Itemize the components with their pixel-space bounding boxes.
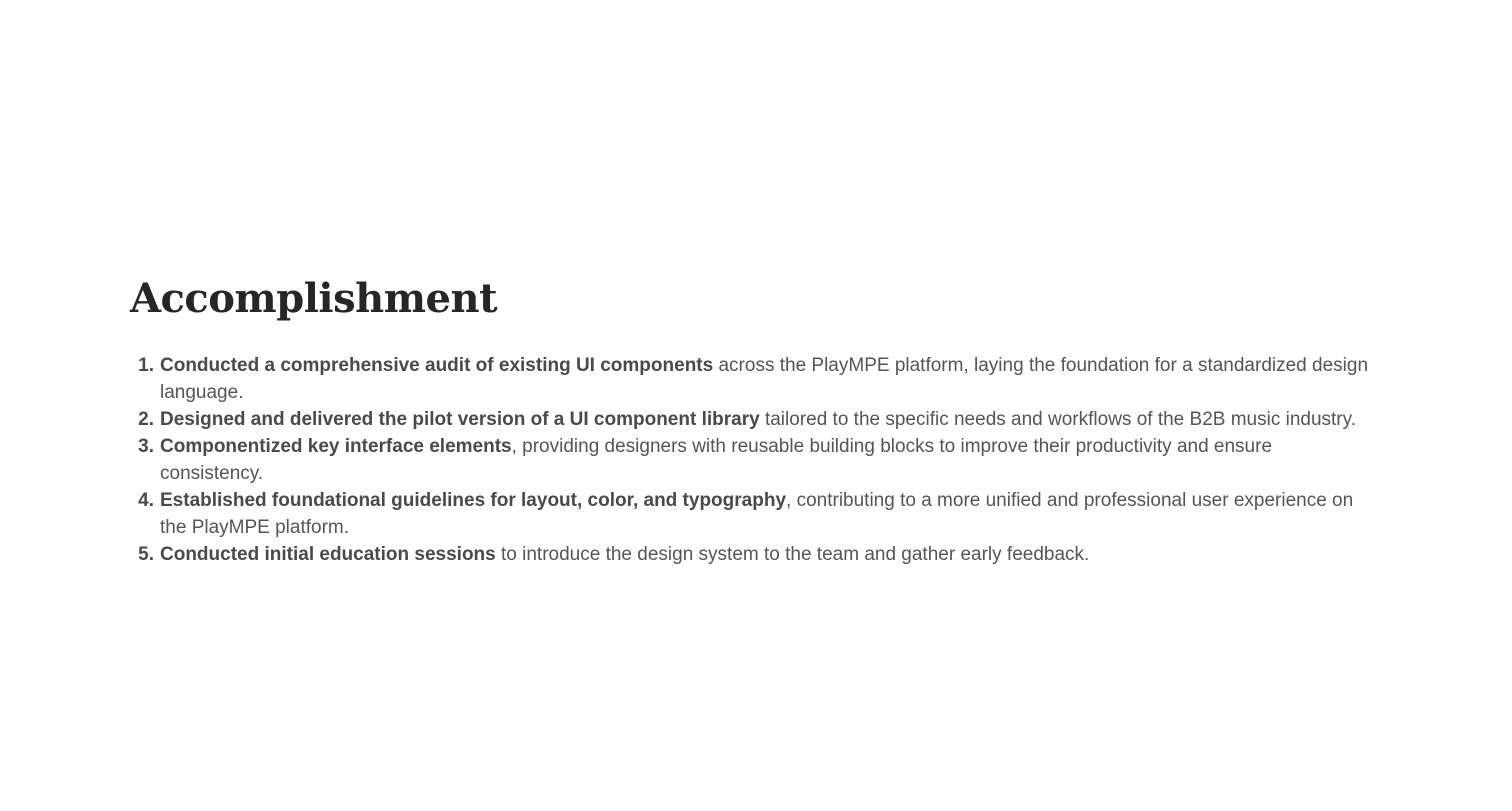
list-item-lead: Established foundational guidelines for layout, color, and typography (160, 490, 787, 511)
list-item-number: 1. (138, 355, 154, 376)
list-item-number: 5. (138, 544, 154, 565)
list-item (130, 487, 1380, 541)
list-item-lead: Designed and delivered the pilot version of a UI component library (160, 409, 760, 430)
section-title: Accomplishment (130, 275, 498, 322)
list-item-lead: Componentized key interface elements (160, 436, 512, 457)
list-item (130, 541, 1380, 568)
list-item-text: , providing designers with reusable building blocks to improve their productivity and ensure consistency. (160, 436, 1273, 484)
list-item-number: 4. (138, 490, 154, 511)
list-item-text: across the PlayMPE platform, laying the foundation for a standardized design language. (160, 355, 1369, 403)
list-item (130, 352, 1380, 406)
list-item-lead: Conducted initial education sessions (160, 544, 496, 565)
list-item-text: to introduce the design system to the team and gather early feedback. (495, 544, 1090, 565)
accomplishment-section (130, 275, 1380, 568)
list-item (130, 433, 1380, 487)
list-item-lead: Conducted a comprehensive audit of existing UI components (160, 355, 714, 376)
list-item (130, 406, 1380, 433)
list-item-number: 2. (138, 409, 154, 430)
accomplishment-list (130, 352, 1380, 568)
list-item-text: tailored to the specific needs and workflows of the B2B music industry. (759, 409, 1357, 430)
list-item-number: 3. (138, 436, 154, 457)
list-item-text: , contributing to a more unified and professional user experience on the PlayMPE platform. (160, 490, 1354, 538)
